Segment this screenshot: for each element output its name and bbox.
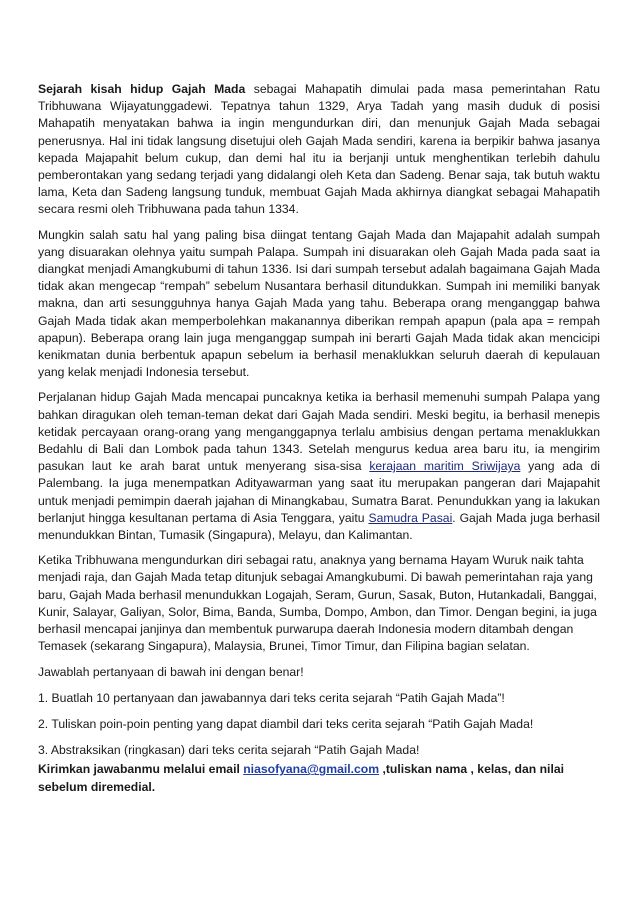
paragraph-1-text: sebagai Mahapatih dimulai pada masa pemerintahan Ratu Tribhuwana Wijayatunggadewi. Tepatnya tahun 1329, Arya Tadah yang masih duduk di posisi Mahapatih menyatakan bahwa ia ingin mengundurkan diri, dan menunjuk Gajah Mada sebagai penerusnya. Hal ini tidak langsung disetujui oleh Gajah Mada sendiri, karena ia berpikir bahwa jasanya kepada Majapahit belum cukup, dan demi hal itu ia berjanji untuk menghentikan terlebih dahulu pemberontakan yang sedang terjadi yang didalangi oleh Keta dan Sadeng. Benar saja, tak butuh waktu lama, Keta dan Sadeng langsung tunduk, membuat Gajah Mada akhirnya diangkat sebagai Mahapatih secara resmi oleh Tribhuwana pada tahun 1334. (38, 82, 600, 217)
paragraph-2: Mungkin salah satu hal yang paling bisa diingat tentang Gajah Mada dan Majapahit adalah sumpah yang disuarakan olehnya yaitu sumpah Palapa. Sumpah ini disuarakan oleh Gajah Mada pada saat ia diangkat menjadi Amangkubumi di tahun 1336. Isi dari sumpah tersebut adalah bagaimana Gajah Mada tidak akan mengecap “rempah” sebelum Nusantara berhasil ditundukkan. Sumpah ini memiliki banyak makna, dan arti sesungguhnya hanya Gajah Mada yang tahu. Beberapa orang menganggap bahwa Gajah Mada tidak akan memperbolehkan makanannya diberikan rempah apapun (pala apa = rempah apapun). Beberapa orang lain juga menganggap sumpah ini berarti Gajah Mada tidak akan mencicipi kenikmatan dunia berbentuk apapun sebelum ia berhasil menaklukkan seluruh daerah di kepulauan yang kelak menjadi Indonesia tersebut. (38, 227, 600, 380)
paragraph-3 (38, 389, 600, 544)
instructions-intro: Jawablah pertanyaan di bawah ini dengan benar! (38, 664, 304, 679)
paragraph-1 (38, 81, 600, 219)
paragraph-1-lead: Sejarah kisah hidup Gajah Mada (38, 82, 246, 96)
submission-before: Kirimkan jawabanmu melalui email (38, 762, 244, 777)
email-link[interactable]: niasofyana@gmail.com (243, 762, 380, 777)
paragraph-4: Ketika Tribhuwana mengundurkan diri sebagai ratu, anaknya yang bernama Hayam Wuruk naik tahta menjadi raja, dan Gajah Mada tetap ditunjuk sebagai Amangkubumi. Di bawah pemerintahan raja yang baru, Gajah Mada berhasil menundukkan Logajah, Seram, Gurun, Sasak, Buton, Hutankadali, Banggai, Kunir, Salayar, Galiyan, Solor, Bima, Banda, Sumba, Dompo, Ambon, dan Timor. Dengan begini, ia juga berhasil mencapai janjinya dan membentuk purwarupa daerah Indonesia modern ditambah dengan Temasek (sekarang Singapura), Malaysia, Brunei, Timor Timur, dan Filipina bagian selatan. (38, 553, 597, 654)
question-2: 2. Tuliskan poin-poin penting yang dapat diambil dari teks cerita sejarah “Patih Gajah Mada! (38, 716, 534, 731)
paragraph-3-part2: yang ada di Palembang. Ia juga menempatkan Adityawarman yang saat itu merupakan pangeran dari Majapahit untuk menjadi pemimpin daerah jajahan di Minangkabau, Sumatra Barat. Penundukkan yang ia lakukan berlanjut hingga kesultanan pertama di Asia Tenggara, yaitu (38, 459, 600, 525)
paragraph-3-part1: Perjalanan hidup Gajah Mada mencapai puncaknya ketika ia berhasil memenuhi sumpah Palapa yang bahkan diragukan oleh teman-teman dekat dari Gajah Mada sendiri. Meski begitu, ia berhasil menepis ketidak percayaan orang-orang yang menganggapnya terlalu ambisius dengan pertama menaklukkan Bedahlu di Bali dan Lombok pada tahun 1343. Setelah mengurus kedua area baru itu, ia mengirim pasukan laut ke arah barat untuk menyerang sisa-sisa (38, 390, 600, 474)
link-kerajaan-maritim-sriwijaya[interactable]: kerajaan maritim Sriwijaya (369, 459, 521, 474)
question-1: 1. Buatlah 10 pertanyaan dan jawabannya dari teks cerita sejarah “Patih Gajah Mada”! (38, 690, 505, 705)
link-samudra-pasai[interactable]: Samudra Pasai (368, 510, 453, 525)
paragraph-3-part3: . Gajah Mada juga berhasil menundukkan Bintan, Tumasik (Singapura), Melayu, dan Kalimantan. (38, 510, 600, 543)
submission-note (38, 761, 600, 795)
question-3: 3. Abstraksikan (ringkasan) dari teks cerita sejarah “Patih Gajah Mada! (38, 743, 420, 758)
submission-after: ,tuliskan nama , kelas, dan nilai sebelum diremedial. (38, 762, 564, 794)
document-page (38, 81, 600, 804)
